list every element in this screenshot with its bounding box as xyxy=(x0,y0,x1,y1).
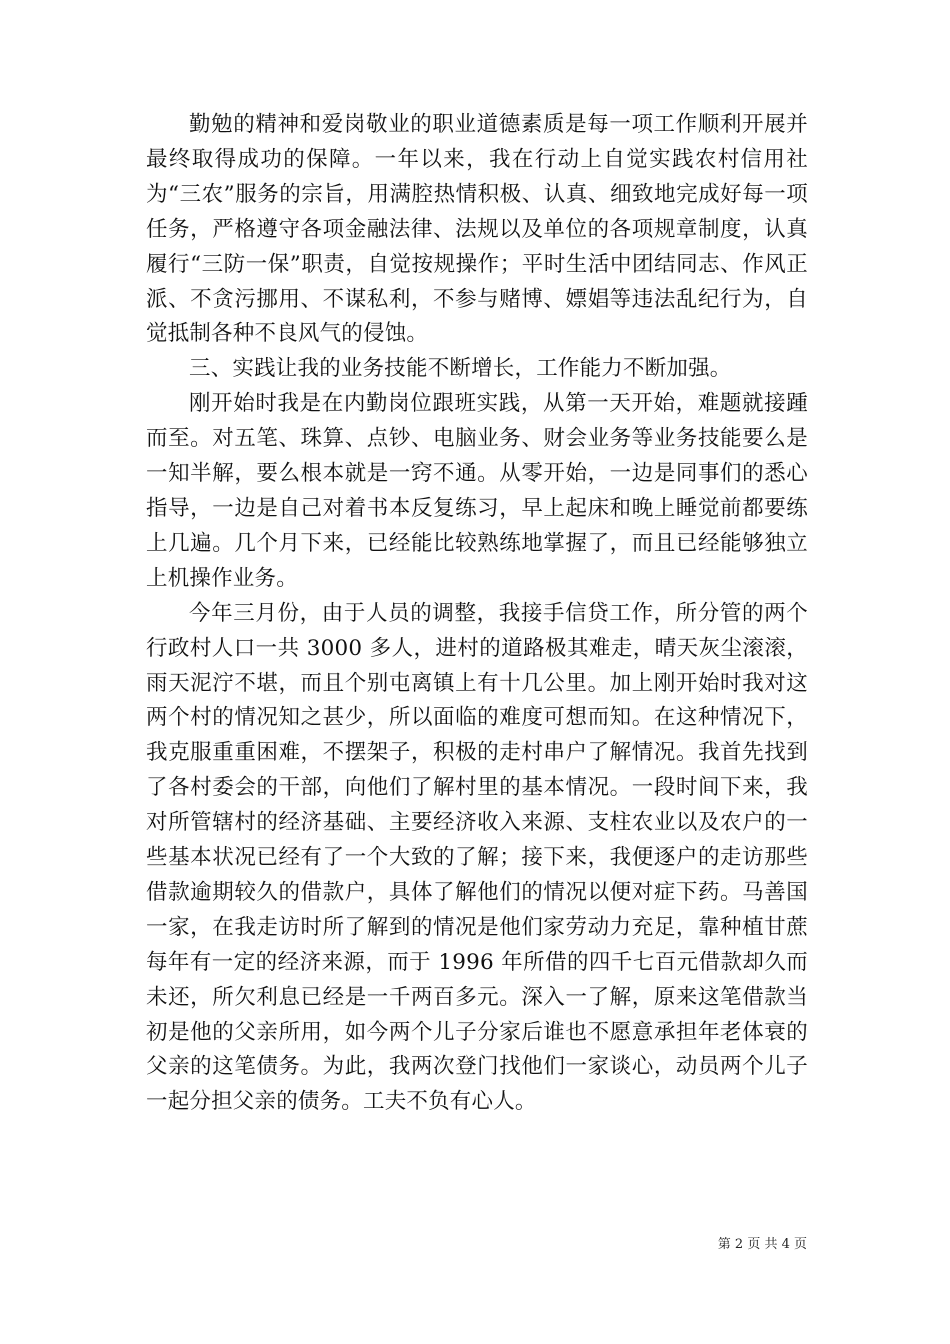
paragraph-credit-work: 今年三月份，由于人员的调整，我接手信贷工作，所分管的两个行政村人口一共 3000 多人，进村的道路极其难走，晴天灰尘滚滚，雨天泥泞不堪，而且个别屯离镇上有十几公里。加上刚开始时我对这两个村的情况知之甚少，所以面临的难度可想而知。在这种情况下，我克服重重困难，不摆架子，积极的走村串户了解情况。我首先找到了各村委会的干部，向他们了解村里的基本情况。一段时间下来，我对所管辖村的经济基础、主要经济收入来源、支柱农业以及农户的一些基本状况已经有了一个大致的了解；接下来，我便逐户的走访那些借款逾期较久的借款户，具体了解他们的情况以便对症下药。马善国一家，在我走访时所了解到的情况是他们家劳动力充足，靠种植甘蔗每年有一定的经济来源，而于 1996 年所借的四千七百元借款却久而未还，所欠利息已经是一千两百多元。深入一了解，原来这笔借款当初是他的父亲所用，如今两个儿子分家后谁也不愿意承担年老体衰的父亲的这笔债务。为此，我两次登门找他们一家谈心，动员两个儿子一起分担父亲的债务。工夫不负有心人。 xyxy=(146,600,808,1115)
paragraph-internal-training: 刚开始时我是在内勤岗位跟班实践，从第一天开始，难题就接踵而至。对五笔、珠算、点钞、电脑业务、财会业务等业务技能要么是一知半解，要么根本就是一窍不通。从零开始，一边是同事们的悉心指导，一边是自己对着书本反复练习，早上起床和晚上睡觉前都要练上几遍。几个月下来，已经能比较熟练地掌握了，而且已经能够独立上机操作业务。 xyxy=(146,391,808,591)
document-body xyxy=(146,108,808,1120)
page-number-footer: 第 2 页 共 4 页 xyxy=(717,1237,807,1252)
paragraph-section-three-heading: 三、实践让我的业务技能不断增长，工作能力不断加强。 xyxy=(189,356,732,382)
paragraph-work-ethic: 勤勉的精神和爱岗敬业的职业道德素质是每一项工作顺利开展并最终取得成功的保障。一年以来，我在行动上自觉实践农村信用社为“三农”服务的宗旨，用满腔热情积极、认真、细致地完成好每一项任务，严格遵守各项金融法律、法规以及单位的各项规章制度，认真履行“三防一保”职责，自觉按规操作；平时生活中团结同志、作风正派、不贪污挪用、不谋私利，不参与赌博、嫖娼等违法乱纪行为，自觉抵制各种不良风气的侵蚀。 xyxy=(146,112,808,347)
